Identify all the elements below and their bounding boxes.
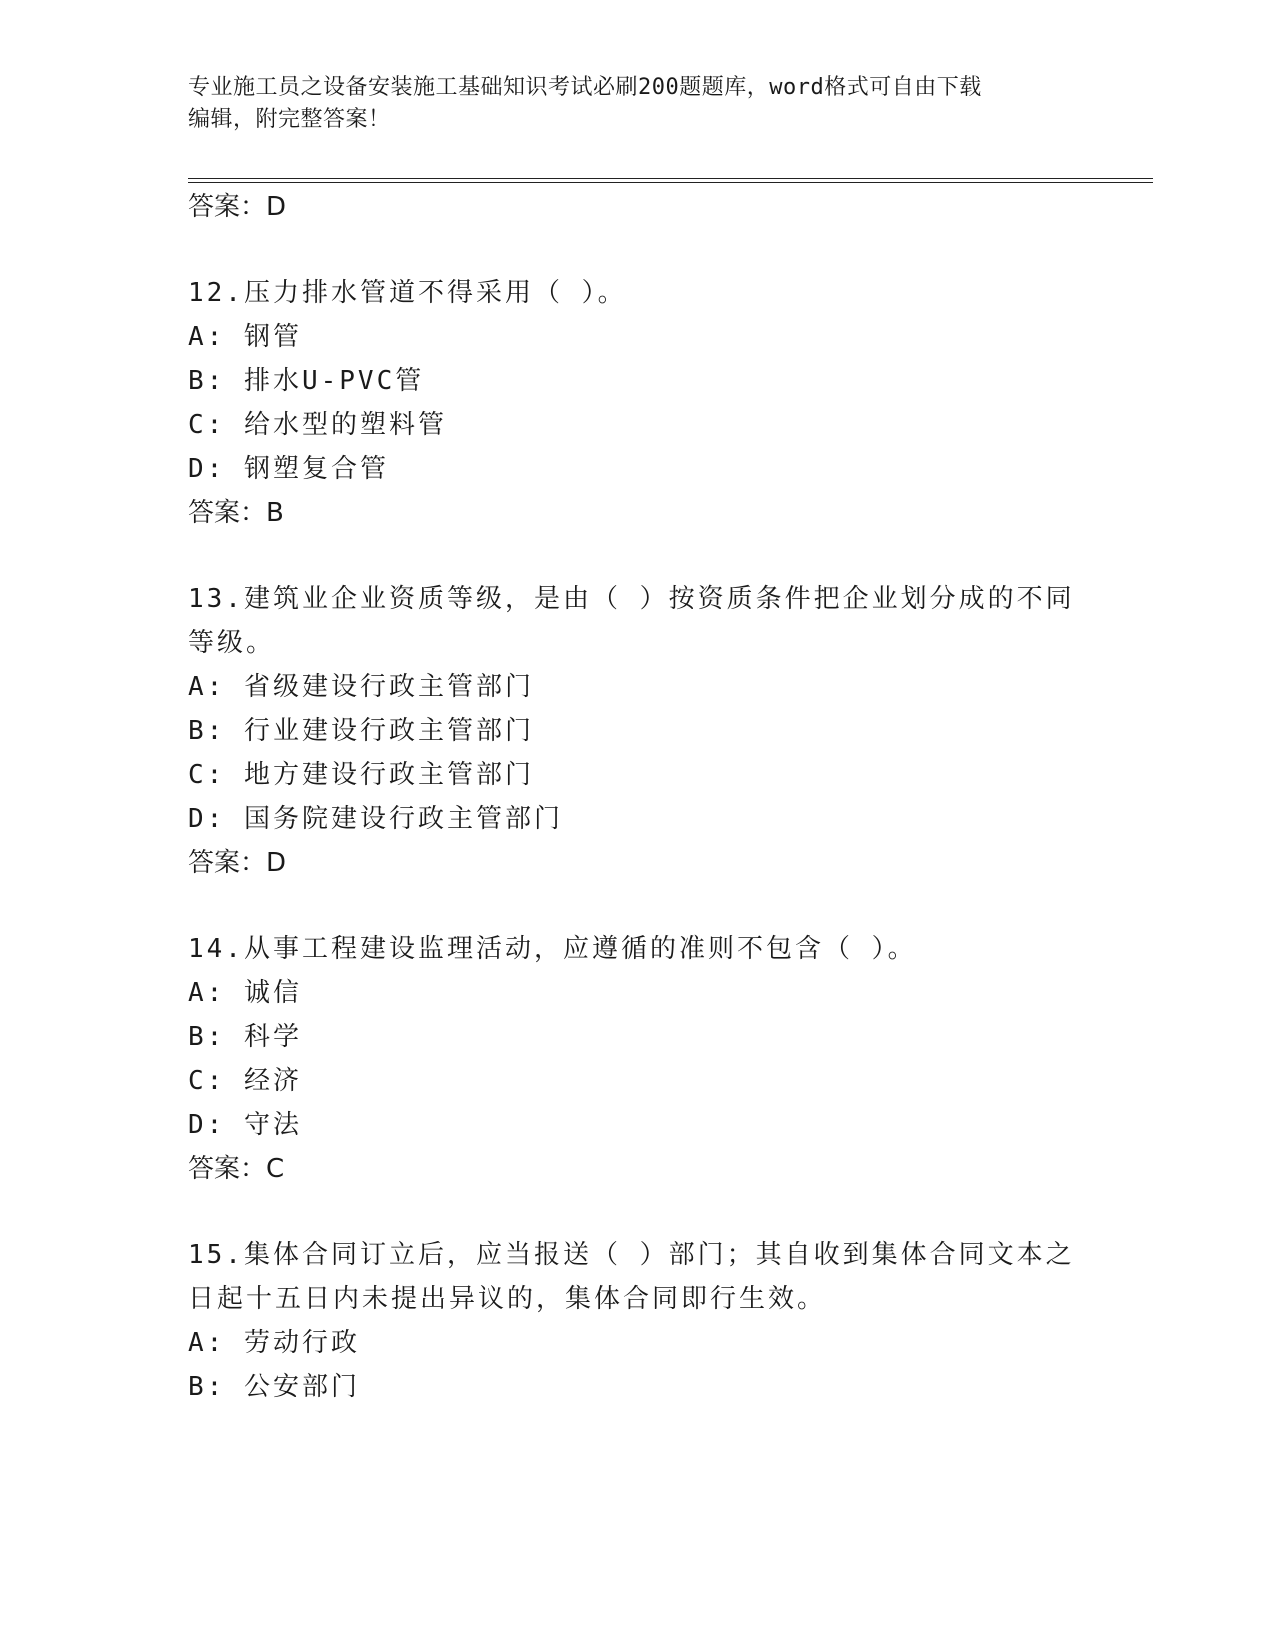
question-14-option-c: C: 经济 (188, 1066, 302, 1096)
question-15-option-a: A: 劳动行政 (188, 1328, 360, 1358)
question-12-option-c: C: 给水型的塑料管 (188, 410, 447, 440)
previous-answer: 答案：D (188, 192, 287, 222)
question-15-stem-line-1: 15.集体合同订立后，应当报送（ ）部门；其自收到集体合同文本之 (188, 1240, 1075, 1270)
header-line-2: 编辑，附完整答案！ (188, 107, 391, 132)
question-12-option-a: A: 钢管 (188, 322, 302, 352)
question-14-answer: 答案：C (188, 1154, 285, 1184)
question-14-stem: 14.从事工程建设监理活动，应遵循的准则不包含（ ）。 (188, 934, 917, 964)
question-13-option-d: D: 国务院建设行政主管部门 (188, 804, 563, 834)
document-header (188, 72, 1088, 136)
question-14-option-b: B: 科学 (188, 1022, 302, 1052)
header-divider-top (188, 178, 1153, 179)
question-13-option-b: B: 行业建设行政主管部门 (188, 716, 534, 746)
question-15-option-b: B: 公安部门 (188, 1372, 360, 1402)
header-line-1: 专业施工员之设备安装施工基础知识考试必刷200题题库，word格式可自由下载 (188, 75, 982, 100)
question-13-answer: 答案：D (188, 848, 287, 878)
question-14-option-d: D: 守法 (188, 1110, 302, 1140)
question-12-answer: 答案：B (188, 498, 284, 528)
question-13-stem-line-2: 等级。 (188, 628, 276, 658)
question-12-stem: 12.压力排水管道不得采用（ ）。 (188, 278, 627, 308)
question-14-option-a: A: 诚信 (188, 978, 302, 1008)
question-12-option-b: B: 排水U-PVC管 (188, 366, 425, 396)
header-divider-bottom (188, 182, 1153, 183)
question-13-stem-line-1: 13.建筑业企业资质等级，是由（ ）按资质条件把企业划分成的不同 (188, 584, 1075, 614)
question-13-option-a: A: 省级建设行政主管部门 (188, 672, 534, 702)
question-12-option-d: D: 钢塑复合管 (188, 454, 389, 484)
question-13-option-c: C: 地方建设行政主管部门 (188, 760, 534, 790)
question-15-stem-line-2: 日起十五日内未提出异议的，集体合同即行生效。 (188, 1284, 827, 1314)
